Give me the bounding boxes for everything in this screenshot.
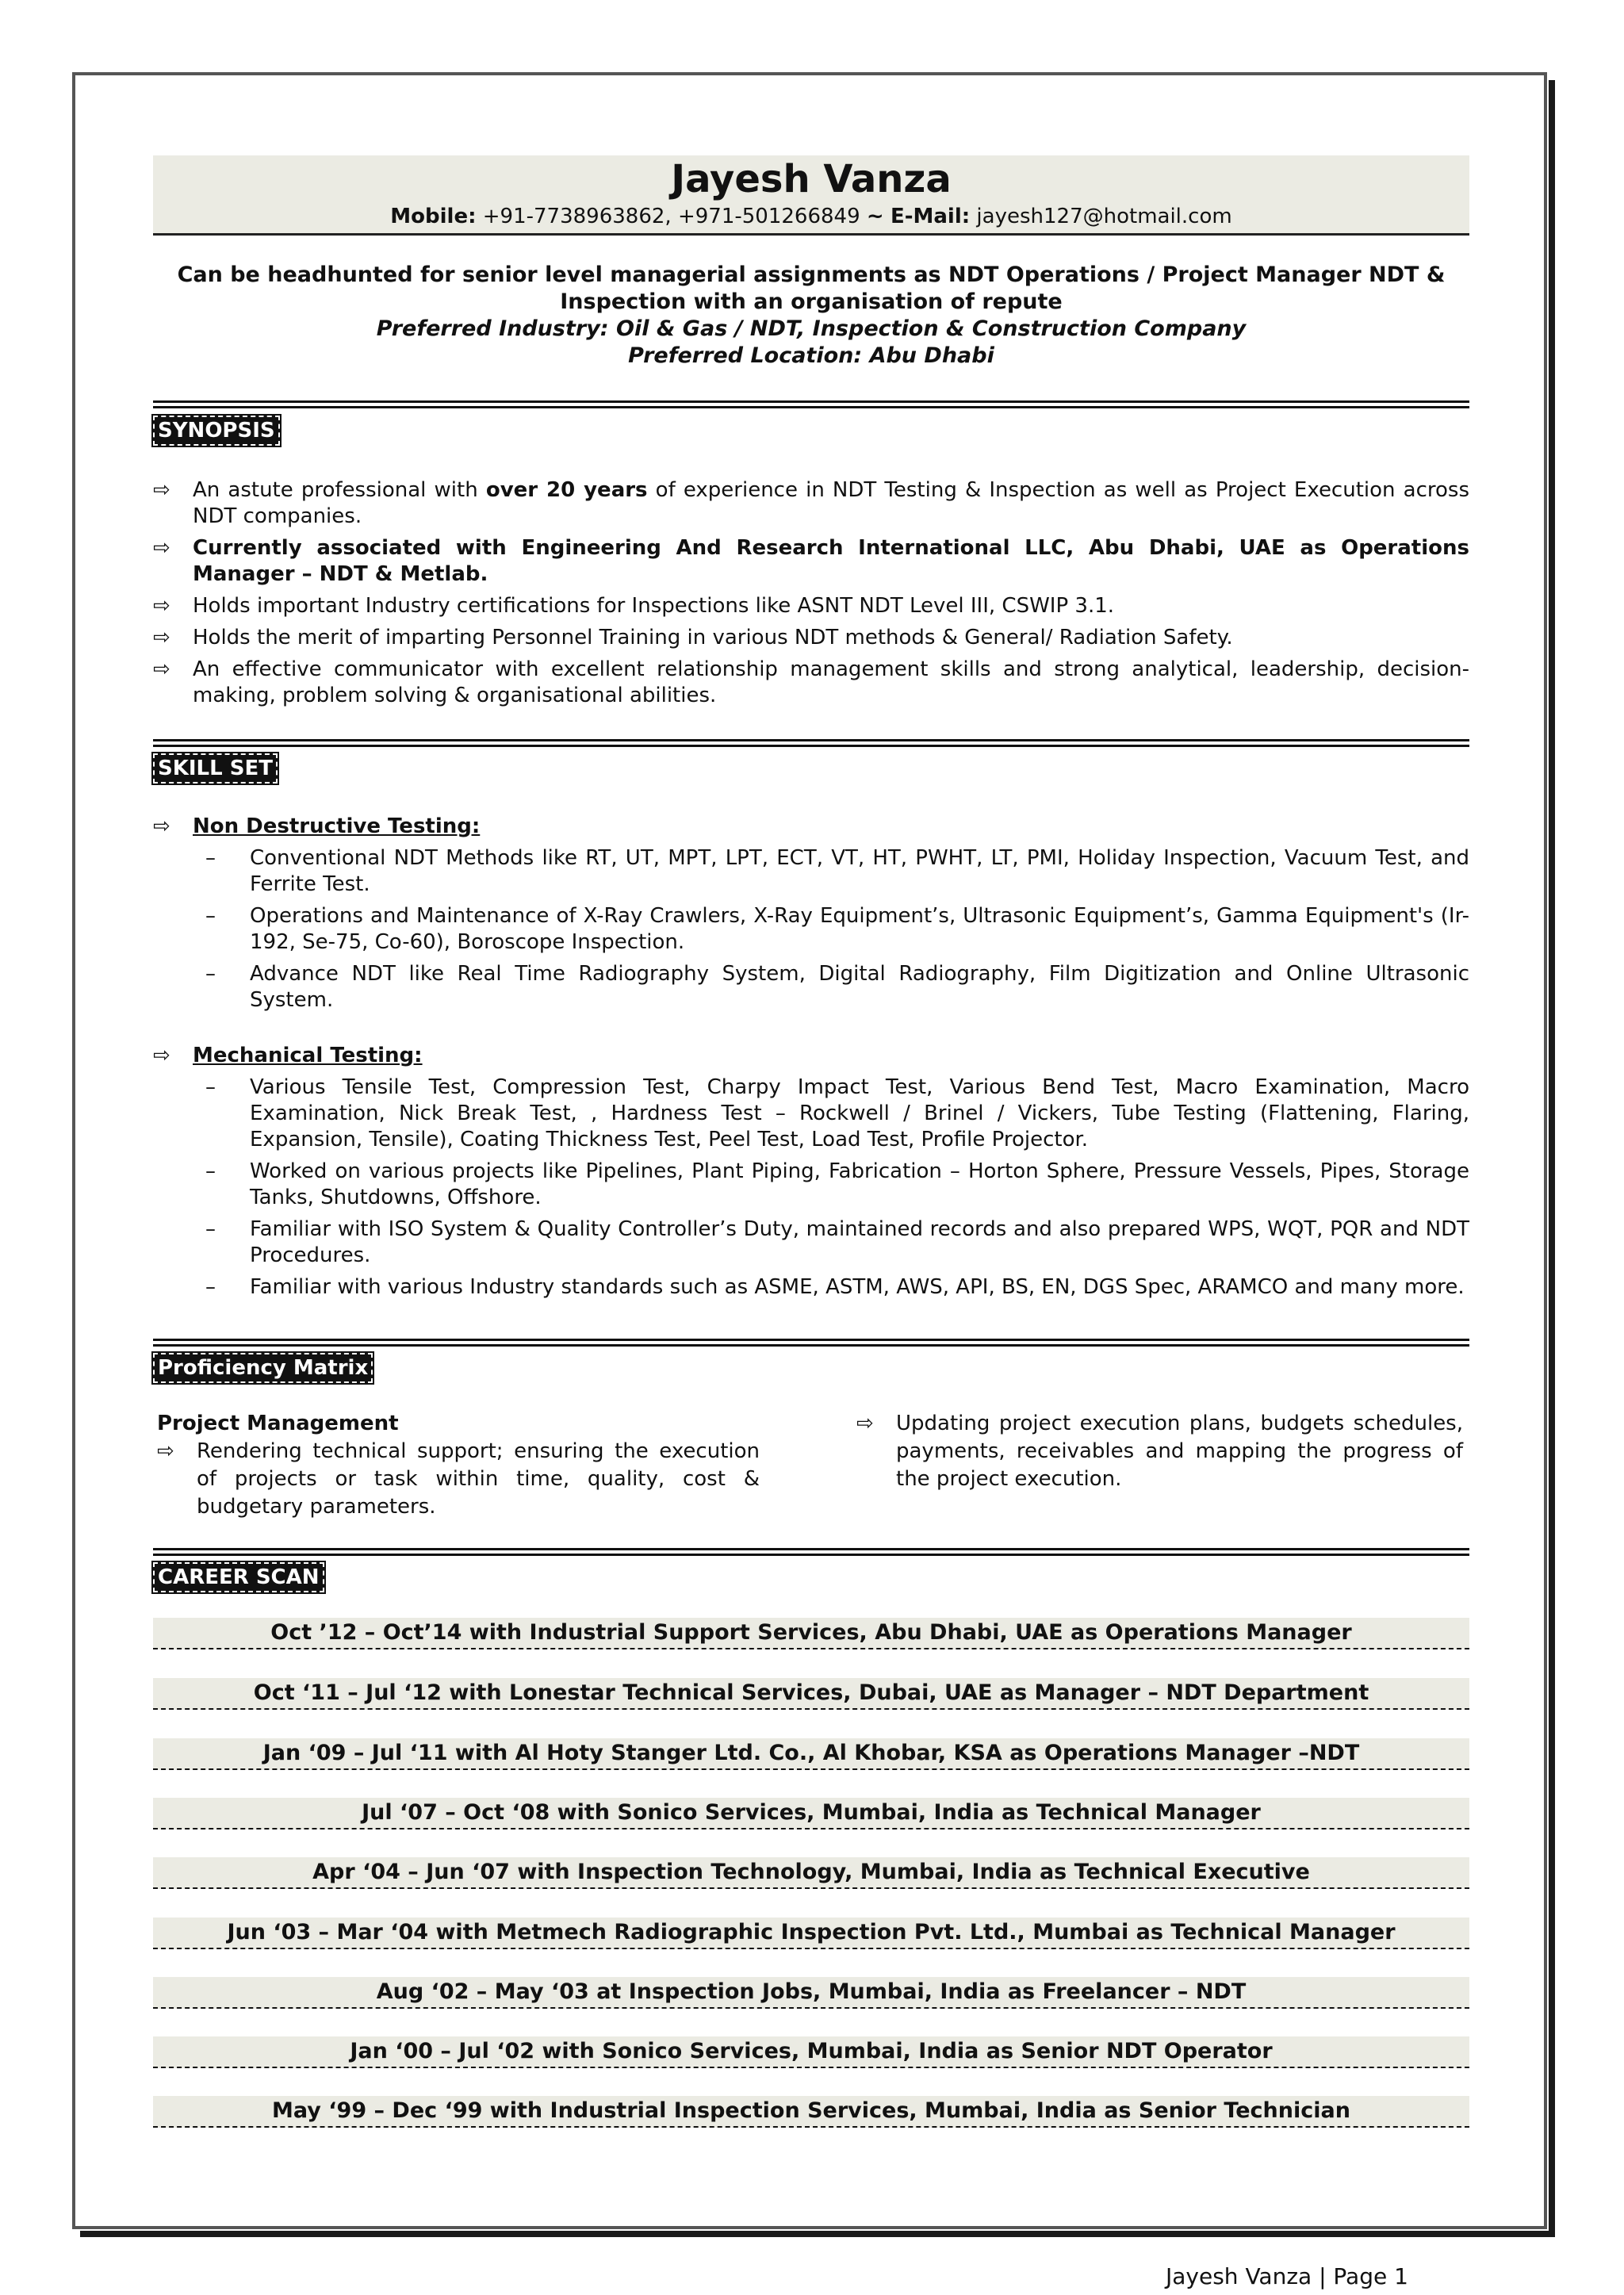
arrow-right-icon: ⇨ xyxy=(153,594,170,618)
objective-block xyxy=(153,262,1469,370)
skills-rule xyxy=(153,739,1469,747)
dash-icon: – xyxy=(205,1075,216,1099)
career-rule xyxy=(153,1548,1469,1556)
dash-icon: – xyxy=(205,1159,216,1183)
list-item: ⇨ An effective communicator with excellent relationship management skills and strong analytical, leadership, decision-making, problem solving & organisational abilities. xyxy=(153,657,1469,707)
list-item: ⇨ Currently associated with Engineering And Research International LLC, Abu Dhabi, UAE as Operations Manager – NDT & Metlab. xyxy=(153,536,1469,586)
career-row: Oct ’12 – Oct’14 with Industrial Support Services, Abu Dhabi, UAE as Operations Manager xyxy=(153,1618,1469,1649)
career-row: Oct ‘11 – Jul ‘12 with Lonestar Technical Services, Dubai, UAE as Manager – NDT Department xyxy=(153,1678,1469,1710)
skills-list xyxy=(153,814,1469,1306)
mobile-label: Mobile: xyxy=(390,205,477,228)
proficiency-rule xyxy=(153,1339,1469,1347)
dash-icon: – xyxy=(205,1217,216,1241)
list-item: – Familiar with ISO System & Quality Controller’s Duty, maintained records and also prepared WPS, WQT, PQR and NDT Procedures. xyxy=(205,1217,1469,1267)
career-row: Jul ‘07 – Oct ‘08 with Sonico Services, Mumbai, India as Technical Manager xyxy=(153,1798,1469,1829)
list-item: – Advance NDT like Real Time Radiography System, Digital Radiography, Film Digitization and Online Ultrasonic System. xyxy=(205,962,1469,1012)
objective-line-2: Inspection with an organisation of repute xyxy=(560,289,1063,314)
career-row: Jan ‘09 – Jul ‘11 with Al Hoty Stanger Ltd. Co., Al Khobar, KSA as Operations Manager –NDT xyxy=(153,1738,1469,1770)
arrow-right-icon: ⇨ xyxy=(153,626,170,649)
list-item: – Familiar with various Industry standards such as ASME, ASTM, AWS, API, BS, EN, DGS Spec, ARAMCO and many more. xyxy=(205,1275,1465,1299)
career-title: CAREER SCAN xyxy=(153,1562,324,1592)
candidate-name: Jayesh Vanza xyxy=(671,157,952,201)
list-item: ⇨ Updating project execution plans, budgets schedules, payments, receivables and mapping the progress of the project execution. xyxy=(856,1412,1463,1491)
dash-icon: – xyxy=(205,962,216,986)
industry-value: Oil & Gas / NDT, Inspection & Construction Company xyxy=(616,316,1247,341)
industry-label: Preferred Industry: xyxy=(376,316,609,341)
dash-icon: – xyxy=(205,846,216,870)
arrow-right-icon: ⇨ xyxy=(153,657,170,681)
list-item: ⇨ Holds important Industry certifications for Inspections like ASNT NDT Level III, CSWIP 3.1. xyxy=(153,594,1115,618)
dash-icon: – xyxy=(205,1275,216,1299)
arrow-right-icon: ⇨ xyxy=(153,1044,170,1067)
list-item: – Various Tensile Test, Compression Test, Charpy Impact Test, Various Bend Test, Macro Examination, Macro Examination, Nick Break Test, , Hardness Test – Rockwell / Brinel / Vickers, Tube Testing (Flattening, Flaring, Expansion, Tensile), Coating Thickness Test, Peel Test, Load Test, Profile Projector. xyxy=(205,1075,1469,1151)
list-item: – Worked on various projects like Pipelines, Plant Piping, Fabrication – Horton Sphere, Pressure Vessels, Pipes, Storage Tanks, Shutdowns, Offshore. xyxy=(205,1159,1469,1209)
arrow-right-icon: ⇨ xyxy=(856,1412,874,1435)
mobile-value: +91-7738963862, +971-501266849 xyxy=(482,205,860,228)
synopsis-rule xyxy=(153,400,1469,408)
list-item: ⇨ An astute professional with over 20 years of experience in NDT Testing & Inspection as well as Project Execution across NDT companies. xyxy=(153,478,1469,528)
arrow-right-icon: ⇨ xyxy=(153,478,170,502)
location-value: Abu Dhabi xyxy=(869,343,994,368)
career-row: May ‘99 – Dec ‘99 with Industrial Inspection Services, Mumbai, India as Senior Technician xyxy=(153,2096,1469,2128)
name-band xyxy=(153,155,1469,236)
proficiency-title: Proficiency Matrix xyxy=(153,1353,373,1383)
arrow-right-icon: ⇨ xyxy=(157,1439,174,1463)
contact-separator: ~ xyxy=(866,205,884,228)
mech-heading: ⇨ Mechanical Testing: xyxy=(153,1044,423,1067)
proficiency-left xyxy=(157,1410,760,1521)
proficiency-right xyxy=(856,1410,1463,1493)
synopsis-title-wrap xyxy=(153,416,1469,446)
ndt-heading: ⇨ Non Destructive Testing: xyxy=(153,814,481,838)
arrow-right-icon: ⇨ xyxy=(153,536,170,560)
career-row: Apr ‘04 – Jun ‘07 with Inspection Technology, Mumbai, India as Technical Executive xyxy=(153,1857,1469,1889)
objective-line-1: Can be headhunted for senior level managerial assignments as NDT Operations / Project Manager NDT & xyxy=(177,262,1446,287)
career-title-wrap xyxy=(153,1562,1469,1592)
page-footer: Jayesh Vanza | Page 1 xyxy=(1166,2263,1408,2289)
list-item: – Operations and Maintenance of X-Ray Crawlers, X-Ray Equipment’s, Ultrasonic Equipment’s, Gamma Equipment's (Ir-192, Se-75, Co-60), Boroscope Inspection. xyxy=(205,904,1469,954)
list-item: ⇨ Rendering technical support; ensuring the execution of projects or task within time, quality, cost & budgetary parameters. xyxy=(157,1439,760,1519)
proficiency-subheading: Project Management xyxy=(157,1412,399,1435)
proficiency-title-wrap xyxy=(153,1353,1469,1383)
email-label: E-Mail: xyxy=(890,205,971,228)
preferred-industry xyxy=(153,316,1469,343)
email-value[interactable]: jayesh127@hotmail.com xyxy=(976,205,1232,228)
preferred-location xyxy=(153,343,1469,370)
career-row: Jan ‘00 – Jul ‘02 with Sonico Services, Mumbai, India as Senior NDT Operator xyxy=(153,2036,1469,2068)
synopsis-list xyxy=(153,477,1469,715)
synopsis-title: SYNOPSIS xyxy=(153,416,280,446)
location-label: Preferred Location: xyxy=(628,343,863,368)
contact-line xyxy=(153,205,1469,228)
list-item: ⇨ Holds the merit of imparting Personnel Training in various NDT methods & General/ Radiation Safety. xyxy=(153,626,1233,649)
dash-icon: – xyxy=(205,904,216,928)
skills-title-wrap xyxy=(153,753,1469,784)
skills-title: SKILL SET xyxy=(153,753,278,784)
career-row: Aug ‘02 – May ‘03 at Inspection Jobs, Mumbai, India as Freelancer – NDT xyxy=(153,1977,1469,2009)
arrow-right-icon: ⇨ xyxy=(153,814,170,838)
list-item: – Conventional NDT Methods like RT, UT, MPT, LPT, ECT, VT, HT, PWHT, LT, PMI, Holiday Inspection, Vacuum Test, and Ferrite Test. xyxy=(205,846,1469,896)
career-row: Jun ‘03 – Mar ‘04 with Metmech Radiographic Inspection Pvt. Ltd., Mumbai as Technical Manager xyxy=(153,1918,1469,1949)
